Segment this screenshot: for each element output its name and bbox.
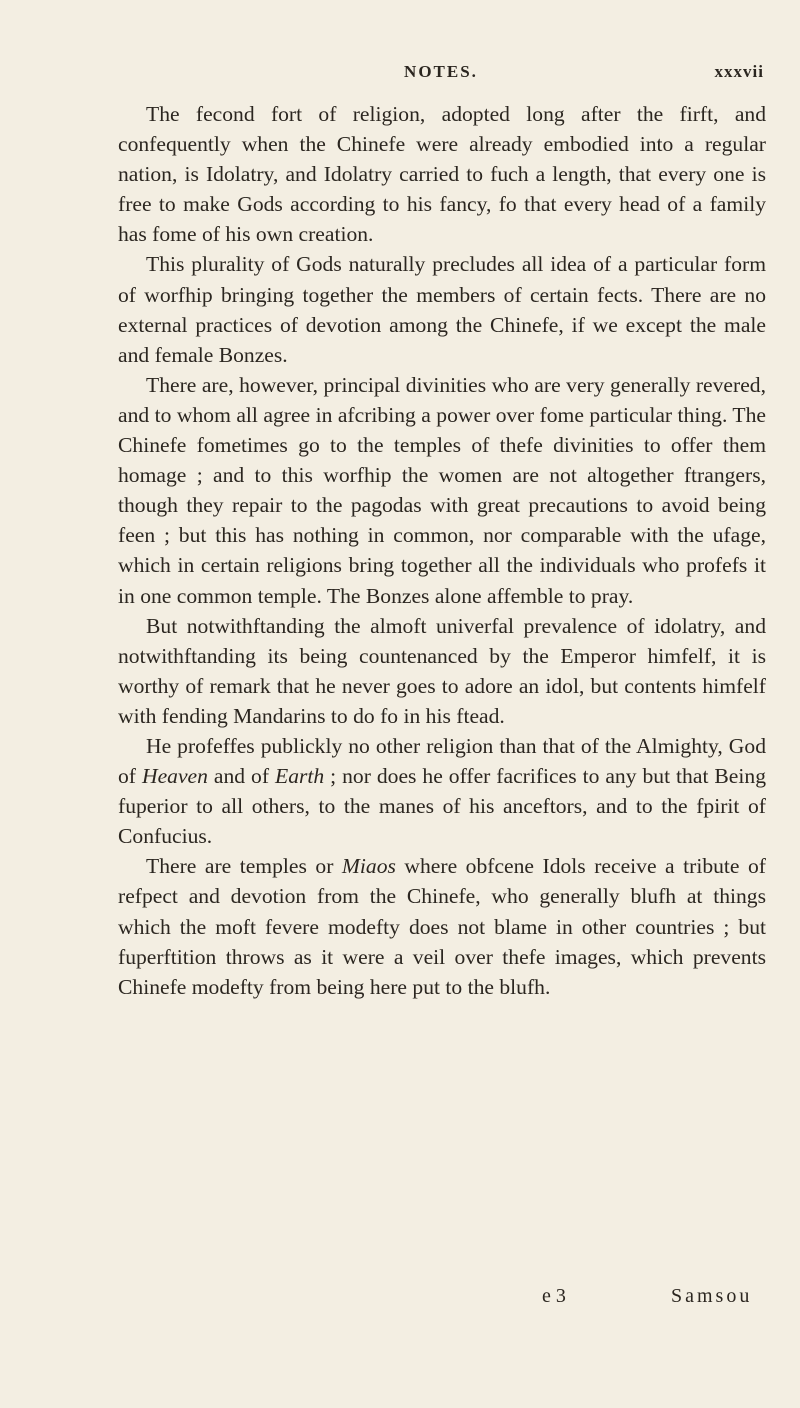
page-footer [118,1285,766,1315]
text-segment: ; nor does he offer facrifices to any but that Being fuperior to all others, to the manes of his anceftors, and to the fpirit of Confucius. [118,764,766,849]
text-segment: But notwithftanding the almoft univerfal prevalence of idolatry, and notwithftanding its being countenanced by the Emperor himfelf, it is worthy of remark that he never goes to adore an idol, but contents himfelf with fending Mandarins to do fo in his ftead. [118,613,766,728]
text-segment: He profeffes publickly no other religion than that of the Almighty, God of [118,733,766,789]
italic-term: Earth [275,764,325,789]
page-number: xxxvii [714,62,764,81]
paragraph [118,99,766,249]
body-text [118,99,766,1002]
paragraph [118,731,766,851]
text-segment: This plurality of Gods naturally precludes all idea of a particular form of worfhip bringing together the members of certain fects. There are no external practices of devotion among the Chinefe, if we except the male and female Bonzes. [118,252,766,367]
text-segment: The fecond fort of religion, adopted long after the firft, and confequently when the Chinefe were already embodied into a regular nation, is Idolatry, and Idolatry carried to fuch a length, that every one is free to make Gods according to his fancy, fo that every head of a family has fome of his own creation. [118,102,766,247]
italic-term: Heaven [141,764,208,789]
catchword: Samsou [671,1285,753,1307]
page-header [118,62,764,86]
paragraph [118,249,766,369]
italic-term: Miaos [341,854,396,879]
signature-mark: e 3 [542,1285,566,1307]
paragraph [118,370,766,611]
text-segment: There are, however, principal divinities who are very generally revered, and to whom all agree in afcribing a power over fome particular thing. The Chinefe fometimes go to the temples of thefe divinities to offer them homage ; and to this worfhip the women are not altogether ftrangers, though they repair to the pagodas with great precautions to avoid being feen ; but this has nothing in common, nor comparable with the ufage, which in certain religions bring together all the individuals who profefs it in one common temple. The Bonzes alone affemble to pray. [118,372,766,608]
text-segment: There are temples or [146,854,342,879]
text-segment: and of [207,764,275,789]
paragraph [118,611,766,731]
text-segment: where obfcene Idols receive a tribute of refpect and devotion from the Chinefe, who generally blufh at things which the moft fevere modefty does not blame in other countries ; but fuperftition throws as it were a veil over thefe images, which prevents Chinefe modefty from being here put to the blufh. [118,854,767,999]
paragraph [118,851,766,1001]
running-head: NOTES. [404,62,478,81]
